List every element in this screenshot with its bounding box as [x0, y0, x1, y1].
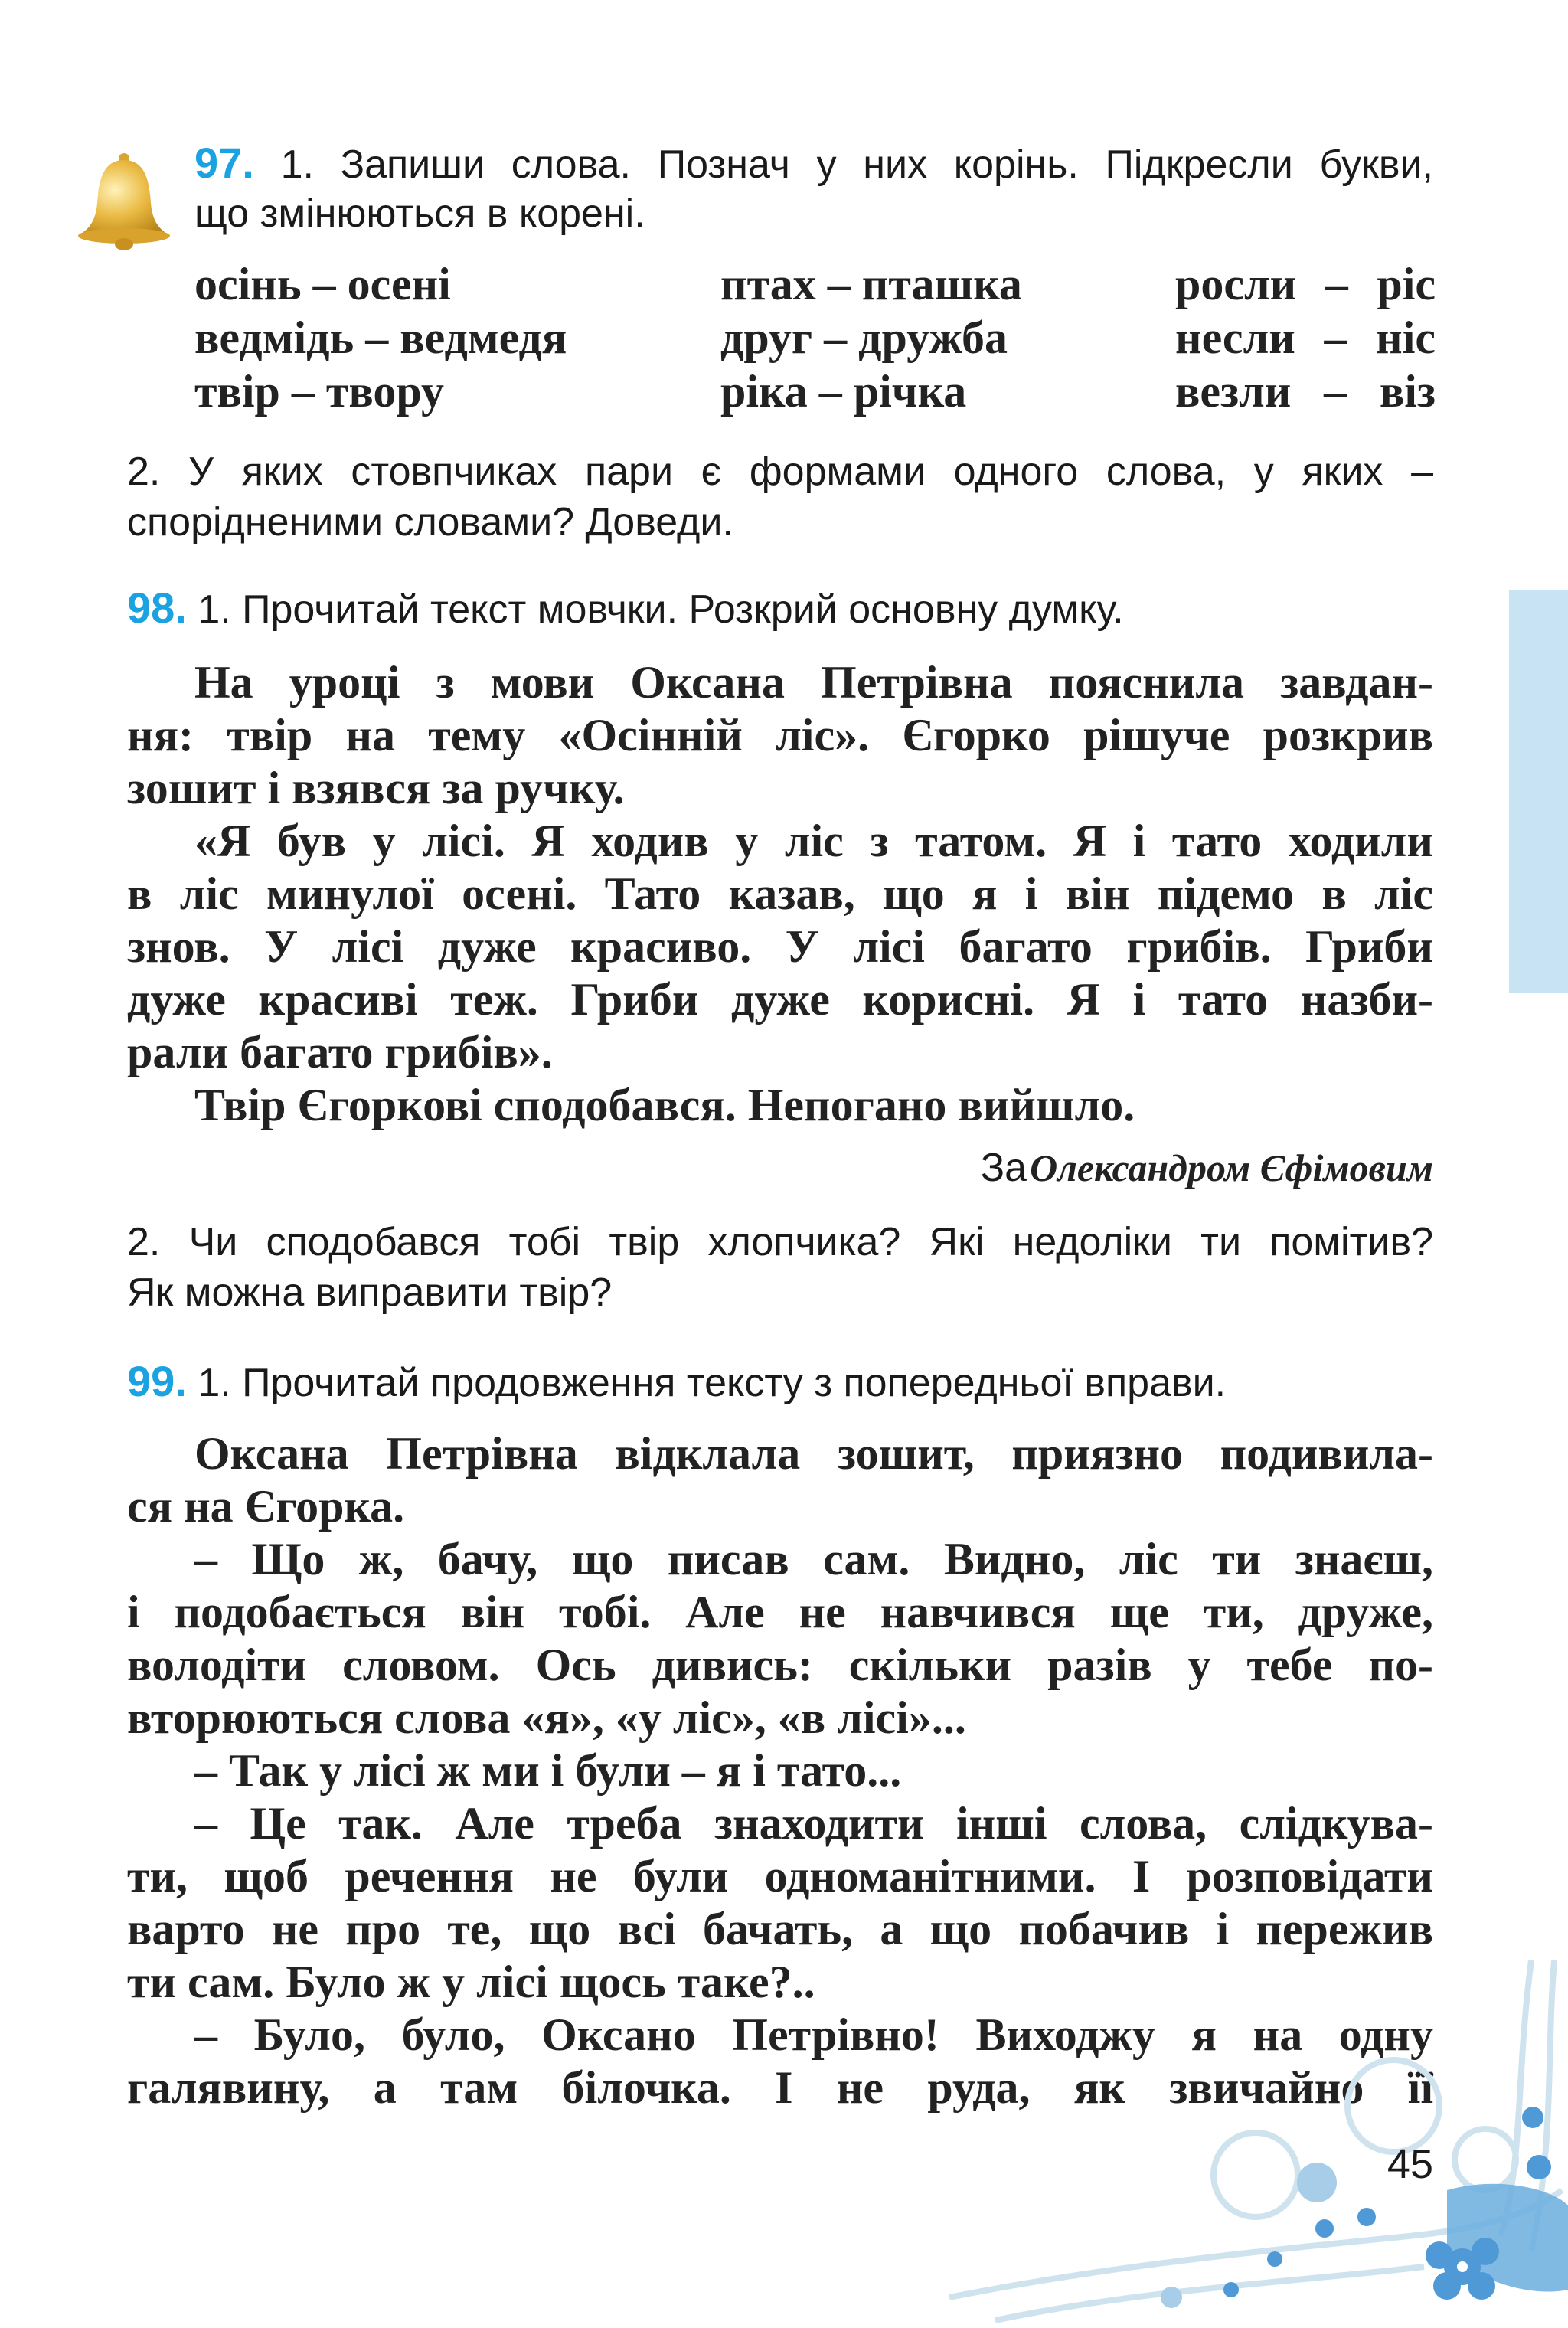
floral-corner-decoration	[949, 1960, 1568, 2324]
paragraph	[127, 1533, 1433, 1744]
text-line: дуже красиві теж. Гриби дуже корисні. Я і тато назби-	[127, 974, 1433, 1025]
task-text: спорідненими словами? Доведи.	[127, 500, 733, 544]
attribution	[127, 1143, 1433, 1193]
paragraph	[127, 1427, 1433, 1533]
text-line: На уроці з мови Оксана Петрівна пояснила завдан-	[194, 657, 1433, 708]
exercise-99-task-1	[127, 1356, 1433, 1407]
exercise-number: 99.	[127, 1357, 187, 1405]
word-pair: птах – пташка	[720, 259, 1022, 309]
task-text: 1. Прочитай текст мовчки. Розкрий основну думку.	[198, 587, 1124, 632]
text-line: – Було, було, Оксано Петрівно! Виходжу я на одну	[194, 2009, 1433, 2060]
word-pair: друг – дружба	[720, 312, 1008, 363]
text-line: ня: твір на тему «Осінній ліс». Єгорко рішуче розкрив	[127, 710, 1433, 760]
word-pair: твір – твору	[194, 366, 444, 417]
text-line: «Я був у лісі. Я ходив у ліс з татом. Я і тато ходили	[194, 816, 1433, 866]
attribution-author: Олександром Єфімовим	[1030, 1146, 1433, 1189]
text-line: ти сам. Було ж у лісі щось таке?..	[127, 1957, 815, 2007]
task-text: Як можна виправити твір?	[127, 1270, 612, 1315]
attribution-prefix: За	[980, 1146, 1027, 1190]
text-line: ся на Єгорка.	[127, 1481, 405, 1532]
paragraph	[127, 815, 1433, 1079]
text-line: варто не про те, що всі бачать, а що побачив і пережив	[127, 1904, 1433, 1954]
exercise-98-text	[127, 656, 1433, 1132]
task-text: 1. Запиши слова. Познач у них корінь. Підкресли букви,	[280, 142, 1433, 187]
text-line: – Що ж, бачу, що писав сам. Видно, ліс ти знаєш,	[194, 1534, 1433, 1584]
task-text: що змінюються в корені.	[194, 191, 645, 236]
word-pair: ведмідь – ведмедя	[194, 312, 567, 363]
exercise-number: 98.	[127, 584, 187, 632]
exercise-number: 97.	[194, 139, 254, 187]
paragraph	[127, 656, 1433, 815]
text-line: ти, щоб речення не були одноманітними. І розповідати	[127, 1851, 1433, 1901]
text-line: вторюються слова «я», «у ліс», «в лісі»...	[127, 1692, 966, 1743]
text-line: Твір Єгоркові сподобався. Непогано вийшло.	[194, 1080, 1135, 1130]
text-line: – Це так. Але треба знаходити інші слова, слідкува-	[194, 1798, 1433, 1849]
task-text: 1. Прочитай продовження тексту з попередньої вправи.	[198, 1361, 1227, 1405]
exercise-98-task-2	[127, 1217, 1433, 1318]
word-pair: несли – ніс	[1175, 312, 1436, 363]
page-number: 45	[1387, 2141, 1433, 2187]
text-line: галявину, а там білочка. І не руда, як звичайно її	[127, 2062, 1433, 2113]
word-pairs-grid	[194, 258, 1436, 419]
text-line: знов. У лісі дуже красиво. У лісі багато грибів. Гриби	[127, 921, 1433, 972]
task-text: 2. У яких стовпчиках пари є формами одного слова, у яких –	[127, 450, 1433, 494]
text-line: Оксана Петрівна відклала зошит, приязно подивила-	[194, 1428, 1433, 1479]
exercise-97-task-1	[194, 138, 1433, 239]
exercise-97-task-2	[127, 446, 1433, 548]
paragraph	[127, 1079, 1433, 1132]
task-text: 2. Чи сподобався тобі твір хлопчика? Які недоліки ти помітив?	[127, 1220, 1433, 1264]
text-line: рали багато грибів».	[127, 1027, 553, 1077]
word-pair: ріка – річка	[720, 366, 967, 417]
exercise-98-task-1	[127, 583, 1433, 633]
paragraph	[127, 1744, 1433, 1797]
word-pair: везли – віз	[1175, 366, 1436, 417]
text-line: в ліс минулої осені. Тато казав, що я і він підемо в ліс	[127, 868, 1433, 919]
side-tab	[1509, 590, 1568, 993]
text-line: володіти словом. Ось дивись: скільки разів у тебе по-	[127, 1640, 1433, 1690]
word-pair: росли – ріс	[1175, 259, 1436, 309]
word-pair: осінь – осені	[194, 259, 451, 309]
text-line: зошит і взявся за ручку.	[127, 763, 625, 813]
text-line: – Так у лісі ж ми і були – я і тато...	[194, 1745, 902, 1796]
bell-icon	[73, 149, 176, 253]
text-line: і подобається він тобі. Але не навчився ще ти, друже,	[127, 1587, 1433, 1637]
